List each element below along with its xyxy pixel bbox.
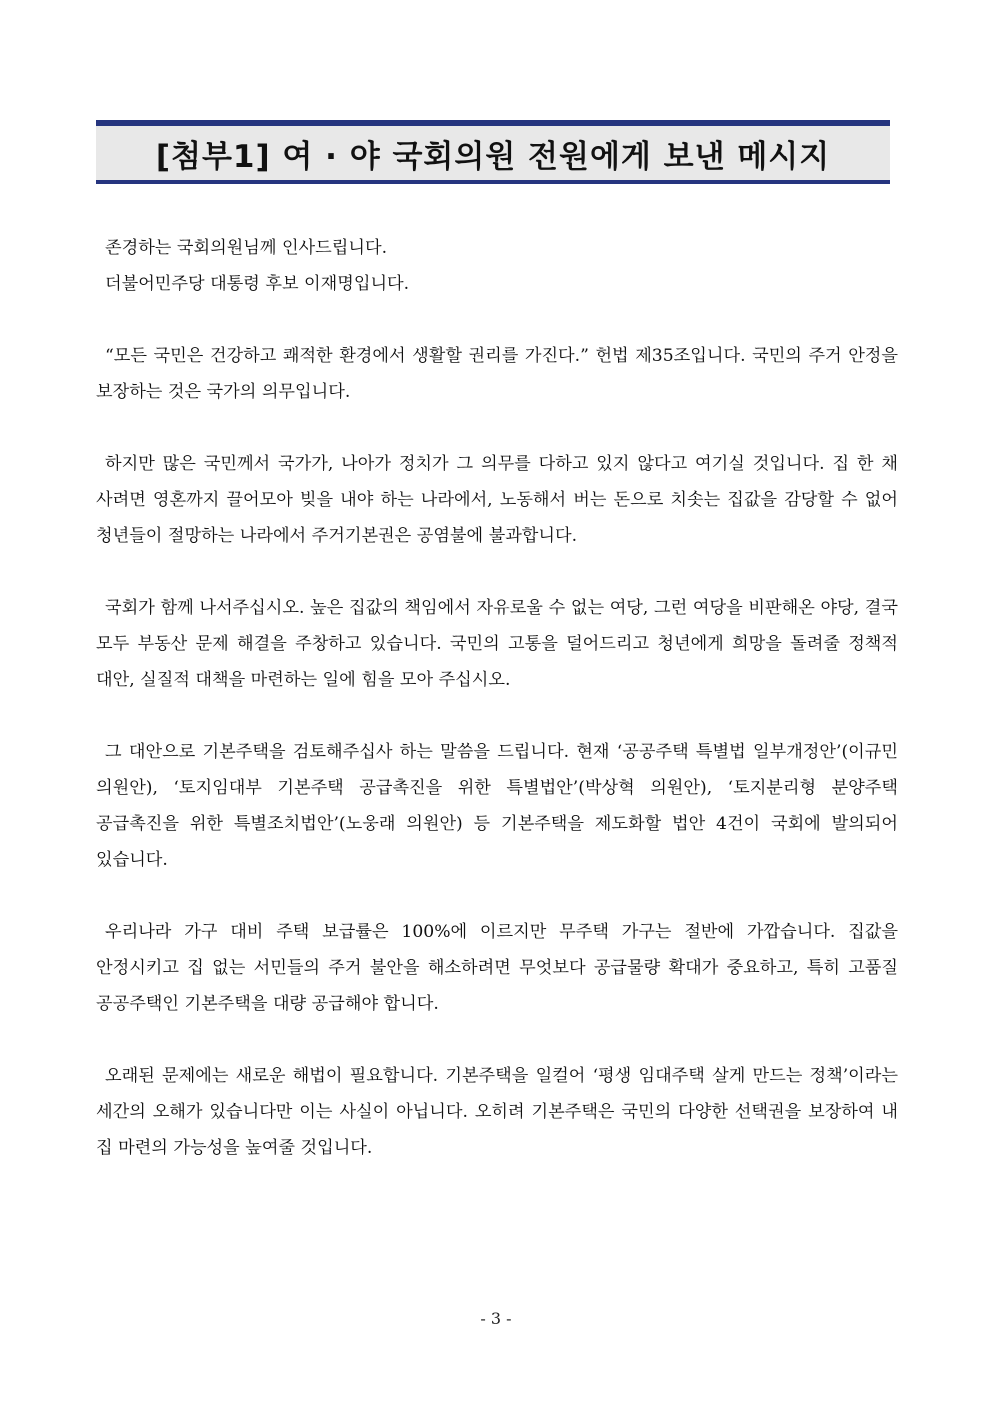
paragraph bbox=[96, 446, 898, 554]
paragraph bbox=[96, 914, 898, 1022]
greeting-line: 존경하는 국회의원님께 인사드립니다. bbox=[105, 238, 388, 258]
paragraph-text: 오래된 문제에는 새로운 해법이 필요합니다. 기본주택을 일컬어 ‘평생 임대주택 살게 만드는 정책’이라는 세간의 오해가 있습니다만 이는 사실이 아닙니다. 오히려 기본주택은 국민의 다양한 선택권을 보장하여 내 집 마련의 가능성을 높여줄 것입니다. bbox=[96, 1066, 898, 1158]
paragraph-text: 그 대안으로 기본주택을 검토해주십사 하는 말씀을 드립니다. 현재 ‘공공주택 특별법 일부개정안’(이규민 의원안), ‘토지임대부 기본주택 공급촉진을 위한 특별법안’(박상혁 의원안), ‘토지분리형 분양주택 공급촉진을 위한 특별조치법안’(노웅래 의원안) 등 기본주택을 제도화할 법안 4건이 국회에 발의되어 있습니다. bbox=[96, 742, 898, 870]
paragraph bbox=[96, 590, 898, 698]
greeting-line: 더불어민주당 대통령 후보 이재명입니다. bbox=[105, 274, 410, 294]
paragraph bbox=[96, 338, 898, 410]
paragraph bbox=[96, 734, 898, 878]
page-title: [첨부1] 여 · 야 국회의원 전원에게 보낸 메시지 bbox=[155, 138, 831, 175]
page-number: - 3 - bbox=[480, 1309, 512, 1328]
paragraph bbox=[96, 1058, 898, 1166]
title-banner bbox=[96, 120, 890, 184]
letter-body bbox=[96, 230, 898, 1202]
paragraph-text: “모든 국민은 건강하고 쾌적한 환경에서 생활할 권리를 가진다.” 헌법 제35조입니다. 국민의 주거 안정을 보장하는 것은 국가의 의무입니다. bbox=[96, 346, 898, 402]
paragraph-text: 우리나라 가구 대비 주택 보급률은 100%에 이르지만 무주택 가구는 절반에 가깝습니다. 집값을 안정시키고 집 없는 서민들의 주거 불안을 해소하려면 무엇보다 공급물량 확대가 중요하고, 특히 고품질 공공주택인 기본주택을 대량 공급해야 합니다. bbox=[96, 922, 898, 1014]
greeting-block bbox=[96, 230, 898, 302]
paragraph-text: 국회가 함께 나서주십시오. 높은 집값의 책임에서 자유로울 수 없는 여당, 그런 여당을 비판해온 야당, 결국 모두 부동산 문제 해결을 주창하고 있습니다. 국민의 고통을 덜어드리고 청년에게 희망을 돌려줄 정책적 대안, 실질적 대책을 마련하는 일에 힘을 모아 주십시오. bbox=[96, 598, 898, 690]
paragraph-text: 하지만 많은 국민께서 국가가, 나아가 정치가 그 의무를 다하고 있지 않다고 여기실 것입니다. 집 한 채 사려면 영혼까지 끌어모아 빚을 내야 하는 나라에서, 노동해서 버는 돈으로 치솟는 집값을 감당할 수 없어 청년들이 절망하는 나라에서 주거기본권은 공염불에 불과합니다. bbox=[96, 454, 898, 546]
